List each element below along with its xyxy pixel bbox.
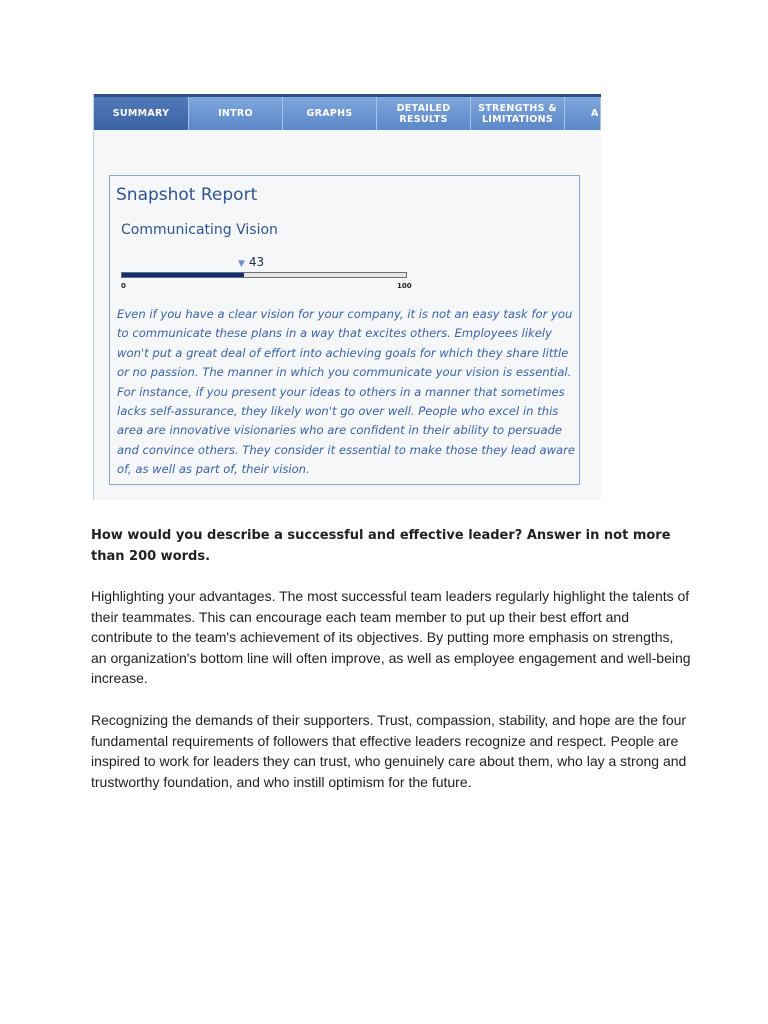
scale-max-label: 100 xyxy=(397,282,412,290)
tab-intro[interactable]: INTRO xyxy=(189,97,283,130)
snapshot-report-image xyxy=(93,94,601,500)
question-heading: How would you describe a successful and effective leader? Answer in not more than 200 words. xyxy=(91,528,671,564)
score-bar-fill xyxy=(122,273,244,277)
tab-detailed-results[interactable]: DETAILED RESULTS xyxy=(377,97,471,130)
tab-strengths-limitations[interactable]: STRENGTHS & LIMITATIONS xyxy=(471,97,565,130)
snapshot-panel xyxy=(109,175,580,485)
tab-graphs[interactable]: GRAPHS xyxy=(283,97,377,130)
score-value: 43 xyxy=(248,255,265,269)
score-bar xyxy=(121,272,407,278)
section-title: Communicating Vision xyxy=(121,222,278,238)
tab-summary[interactable]: SUMMARY xyxy=(94,97,189,130)
section-description: Even if you have a clear vision for your company, it is not an easy task for you to communicate these plans in a way that excites others. Employees likely won't put a great deal of effort into achieving goals for which they share little or no passion. The manner in which you communicate your vision is essential. For instance, if you present your ideas to others in a manner that sometimes lacks self-assurance, they likely won't go over well. People who excel in this area are innovative visionaries who are confident in their ability to persuade and convince others. They consider it essential to make those they lead aware of, as well as part of, their vision. xyxy=(117,307,576,477)
report-tab-bar xyxy=(94,94,601,130)
triangle-down-icon: ▼ xyxy=(237,259,245,269)
scale-min-label: 0 xyxy=(121,282,126,290)
panel-title: Snapshot Report xyxy=(116,185,258,205)
tab-truncated[interactable]: A xyxy=(565,97,601,130)
answer-paragraph-1: Highlighting your advantages. The most successful team leaders regularly highlight the talents of their teammates. This can encourage each team member to put up their best effort and contribute to the team's achievement of its objectives. By putting more emphasis on strengths, an organization's bottom line will often improve, as well as employee engagement and well-being increase. xyxy=(91,588,691,687)
score-marker xyxy=(238,255,264,269)
answer-paragraph-2: Recognizing the demands of their supporters. Trust, compassion, stability, and hope are the four fundamental requirements of followers that effective leaders recognize and respect. People are inspired to work for leaders they can trust, who genuinely care about them, who lay a strong and trustworthy foundation, and who instill optimism for the future. xyxy=(91,712,687,790)
